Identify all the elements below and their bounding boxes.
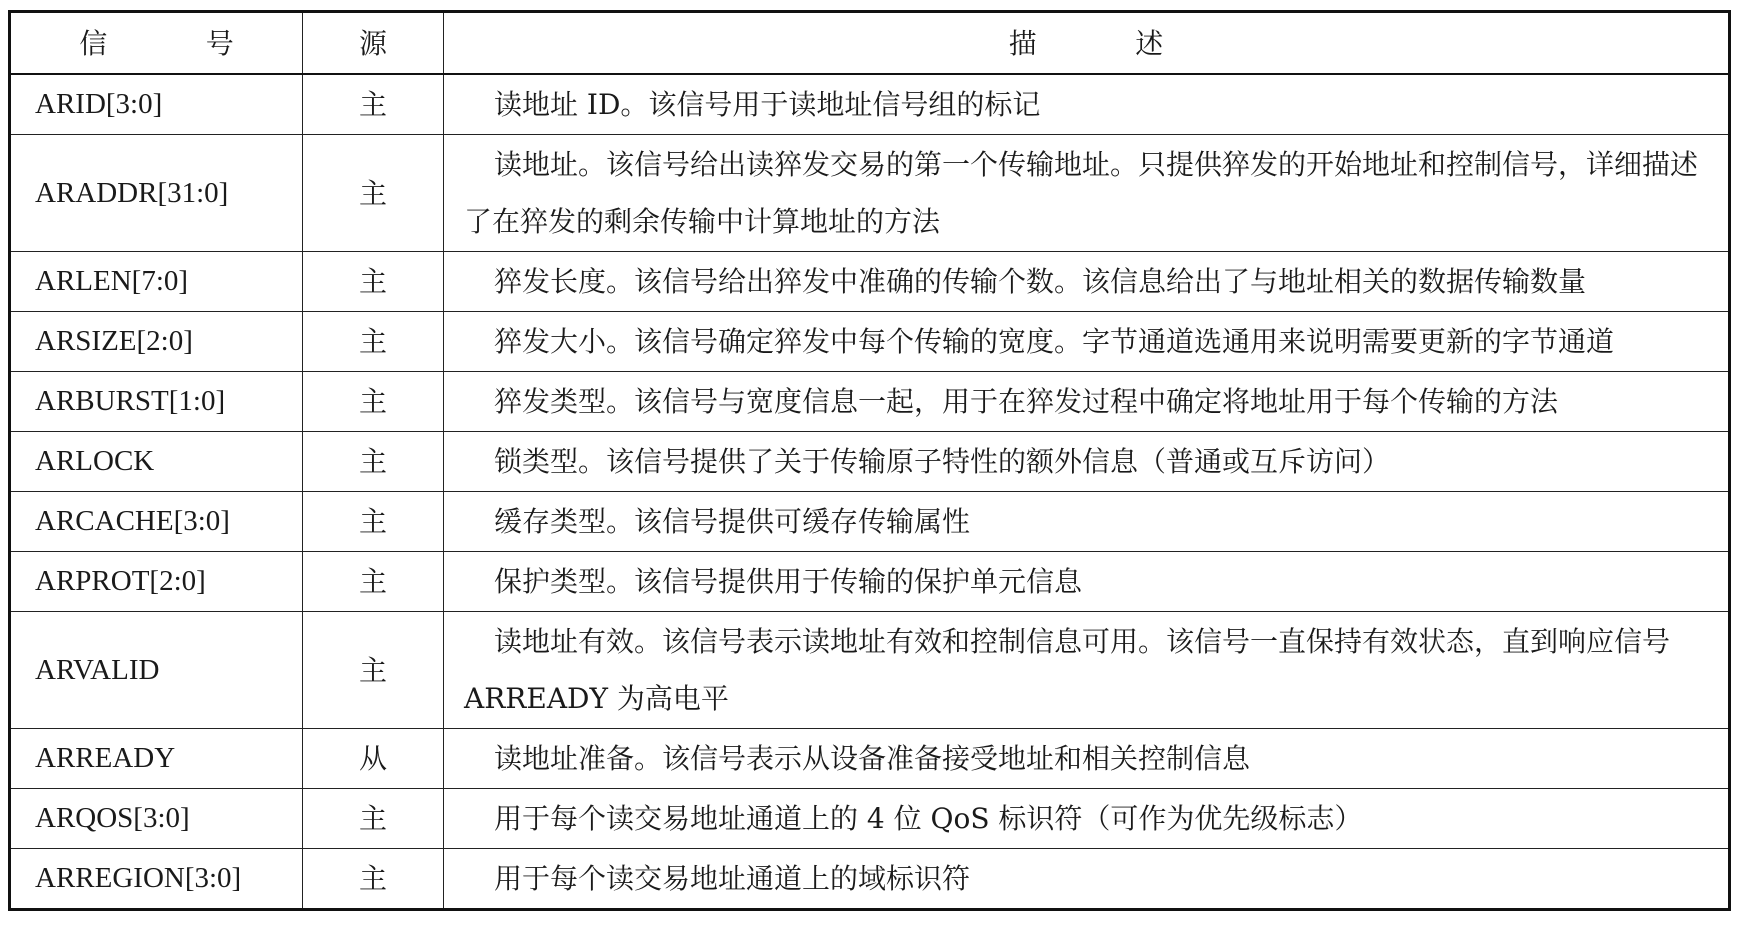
signal-table — [8, 10, 1731, 911]
source-cell: 主 — [303, 135, 444, 252]
source-cell: 主 — [303, 74, 444, 135]
table-row — [10, 252, 1730, 312]
description-cell: 读地址。该信号给出读猝发交易的第一个传输地址。只提供猝发的开始地址和控制信号，详细描述了在猝发的剩余传输中计算地址的方法 — [444, 135, 1730, 252]
header-signal: 信 号 — [10, 12, 303, 75]
table-row — [10, 612, 1730, 729]
source-cell: 主 — [303, 849, 444, 910]
source-cell: 主 — [303, 372, 444, 432]
source-cell: 主 — [303, 492, 444, 552]
table-row — [10, 849, 1730, 910]
source-cell: 从 — [303, 729, 444, 789]
header-source: 源 — [303, 12, 444, 75]
table-row — [10, 372, 1730, 432]
source-cell: 主 — [303, 252, 444, 312]
signal-cell: ARLOCK — [10, 432, 303, 492]
table-row — [10, 789, 1730, 849]
table-row — [10, 312, 1730, 372]
signal-cell: ARQOS[3:0] — [10, 789, 303, 849]
description-cell: 锁类型。该信号提供了关于传输原子特性的额外信息（普通或互斥访问） — [444, 432, 1730, 492]
description-cell: 读地址 ID。该信号用于读地址信号组的标记 — [444, 74, 1730, 135]
signal-cell: ARREGION[3:0] — [10, 849, 303, 910]
description-cell: 猝发长度。该信号给出猝发中准确的传输个数。该信息给出了与地址相关的数据传输数量 — [444, 252, 1730, 312]
table-header-row — [10, 12, 1730, 75]
table-row — [10, 135, 1730, 252]
signal-cell: ARADDR[31:0] — [10, 135, 303, 252]
signal-cell: ARCACHE[3:0] — [10, 492, 303, 552]
signal-cell: ARREADY — [10, 729, 303, 789]
description-cell: 猝发类型。该信号与宽度信息一起，用于在猝发过程中确定将地址用于每个传输的方法 — [444, 372, 1730, 432]
signal-cell: ARSIZE[2:0] — [10, 312, 303, 372]
source-cell: 主 — [303, 789, 444, 849]
signal-cell: ARLEN[7:0] — [10, 252, 303, 312]
source-cell: 主 — [303, 312, 444, 372]
source-cell: 主 — [303, 612, 444, 729]
description-cell: 保护类型。该信号提供用于传输的保护单元信息 — [444, 552, 1730, 612]
signal-cell: ARVALID — [10, 612, 303, 729]
description-cell: 用于每个读交易地址通道上的域标识符 — [444, 849, 1730, 910]
table-row — [10, 729, 1730, 789]
description-cell: 读地址有效。该信号表示读地址有效和控制信息可用。该信号一直保持有效状态，直到响应信号 ARREADY 为高电平 — [444, 612, 1730, 729]
source-cell: 主 — [303, 432, 444, 492]
table-row — [10, 552, 1730, 612]
description-cell: 读地址准备。该信号表示从设备准备接受地址和相关控制信息 — [444, 729, 1730, 789]
signal-cell: ARID[3:0] — [10, 74, 303, 135]
table-row — [10, 432, 1730, 492]
table-row — [10, 74, 1730, 135]
description-cell: 用于每个读交易地址通道上的 4 位 QoS 标识符（可作为优先级标志） — [444, 789, 1730, 849]
header-description: 描 述 — [444, 12, 1730, 75]
description-cell: 猝发大小。该信号确定猝发中每个传输的宽度。字节通道选通用来说明需要更新的字节通道 — [444, 312, 1730, 372]
signal-cell: ARPROT[2:0] — [10, 552, 303, 612]
signal-cell: ARBURST[1:0] — [10, 372, 303, 432]
description-cell: 缓存类型。该信号提供可缓存传输属性 — [444, 492, 1730, 552]
source-cell: 主 — [303, 552, 444, 612]
table-row — [10, 492, 1730, 552]
